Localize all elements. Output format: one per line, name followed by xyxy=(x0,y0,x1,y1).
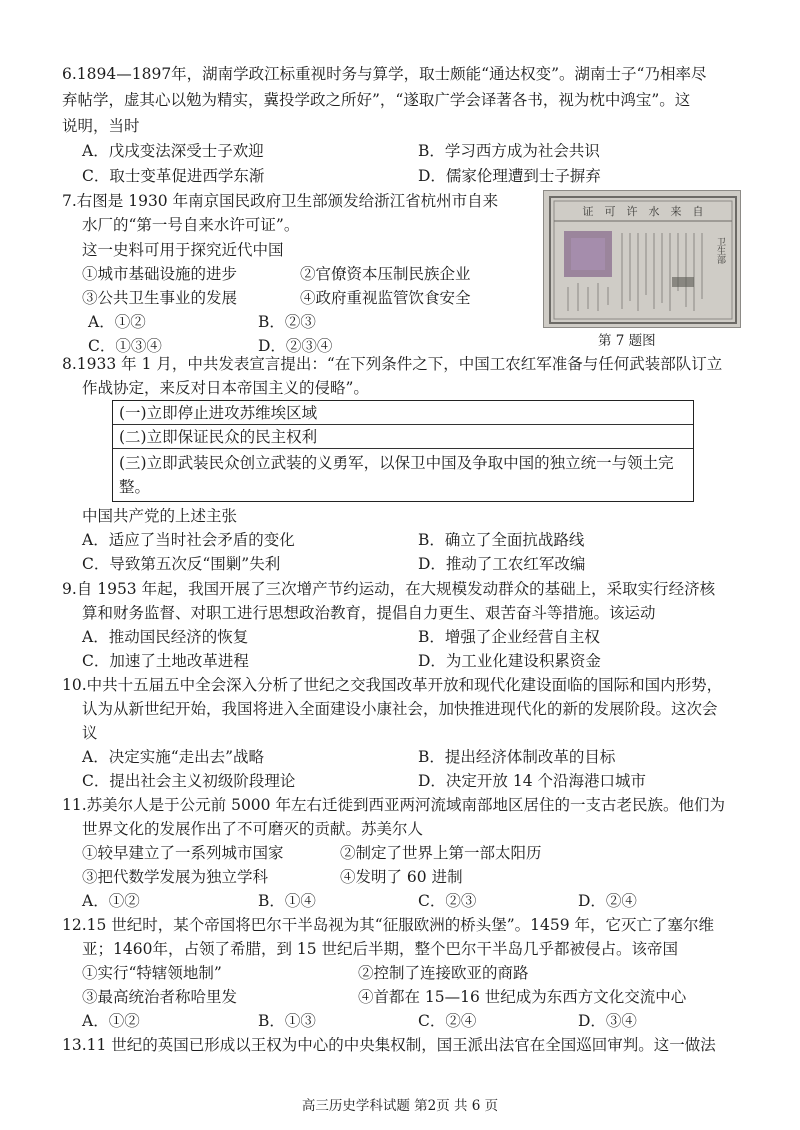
q11-item-1: ①较早建立了一系列城市国家 xyxy=(82,844,284,862)
q11-option-a: A．①② xyxy=(82,892,140,910)
q9-line-2: 算和财务监督、对职工进行思想政治教育，提倡自力更生、艰苦奋斗等措施。该运动 xyxy=(82,604,656,622)
q12-option-d: D．③④ xyxy=(578,1012,637,1030)
table-row: (一)立即停止进攻苏维埃区域 xyxy=(113,401,693,425)
q10-line-1: 10.中共十五届五中全会深入分析了世纪之交我国改革开放和现代化建设面临的国际和国内形势， xyxy=(62,676,723,694)
figure-caption: 第 7 题图 xyxy=(598,333,656,349)
q12-item-1: ①实行“特辖领地制” xyxy=(82,964,222,982)
water-license-image xyxy=(544,191,741,328)
q12-item-2: ②控制了连接欧亚的商路 xyxy=(358,964,529,982)
table-row: (三)立即武装民众创立武装的义勇军，以保卫中国及争取中国的独立统一与领土完整。 xyxy=(119,454,674,496)
q7-item-4: ④政府重视监管饮食安全 xyxy=(300,289,471,307)
q12-option-b: B．①③ xyxy=(258,1012,316,1030)
page-footer: 高三历史学科试题 第2页 共 6 页 xyxy=(301,1098,499,1114)
q8-option-b: B．确立了全面抗战路线 xyxy=(418,531,585,549)
q11-item-3: ③把代数学发展为独立学科 xyxy=(82,868,269,886)
q12-line-2: 亚；1460年，占领了希腊，到 15 世纪后半期，整个巴尔干半岛几乎都被侵占。该帝国 xyxy=(82,940,679,958)
q8-option-a: A．适应了当时社会矛盾的变化 xyxy=(82,531,295,549)
q6-option-b: B．学习西方成为社会共识 xyxy=(418,142,600,160)
q11-line-2: 世界文化的发展作出了不可磨灭的贡献。苏美尔人 xyxy=(82,820,424,838)
q6-line-1: 6.1894—1897年，湖南学政江标重视时务与算学，取士颇能“通达权变”。湖南士子“乃相率尽 xyxy=(62,65,707,83)
q11-item-2: ②制定了世界上第一部太阳历 xyxy=(340,844,542,862)
q7-item-3: ③公共卫生事业的发展 xyxy=(82,289,238,307)
q10-option-d: D．决定开放 14 个沿海港口城市 xyxy=(418,772,647,790)
q10-line-3: 议 xyxy=(82,724,98,742)
q13-line-1: 13.11 世纪的英国已形成以王权为中心的中央集权制，国王派出法官在全国巡回审判。这一做法 xyxy=(62,1036,716,1054)
q10-option-c: C．提出社会主义初级阶段理论 xyxy=(82,772,296,790)
q7-item-1: ①城市基础设施的进步 xyxy=(82,265,238,283)
q8-option-d: D．推动了工农红军改编 xyxy=(418,555,586,573)
q7-option-c: C．①③④ xyxy=(88,337,162,355)
q11-line-1: 11.苏美尔人是于公元前 5000 年左右迁徙到西亚两河流域南部地区居住的一支古老民族。他们为 xyxy=(62,796,725,814)
q11-option-c: C．②③ xyxy=(418,892,477,910)
q8-option-c: C．导致第五次反“围剿”失利 xyxy=(82,555,281,573)
q9-option-b: B．增强了企业经营自主权 xyxy=(418,628,600,646)
q7-item-2: ②官僚资本压制民族企业 xyxy=(300,265,471,283)
q7-option-d: D．②③④ xyxy=(258,337,333,355)
table-row: (二)立即保证民众的民主权利 xyxy=(113,425,693,449)
q12-option-a: A．①② xyxy=(82,1012,140,1030)
q7-line-1: 7.右图是 1930 年南京国民政府卫生部颁发给浙江省杭州市自来 xyxy=(62,192,499,210)
q12-item-4: ④首都在 15—16 世纪成为东西方文化交流中心 xyxy=(358,988,687,1006)
q9-option-a: A．推动国民经济的恢复 xyxy=(82,628,249,646)
q11-option-b: B．①④ xyxy=(258,892,316,910)
q7-option-b: B．②③ xyxy=(258,313,316,331)
q12-item-3: ③最高统治者称哈里发 xyxy=(82,988,238,1006)
q8-line-2: 作战协定，来反对日本帝国主义的侵略”。 xyxy=(82,379,369,397)
q6-option-c: C．取士变革促进西学东渐 xyxy=(82,167,265,185)
q12-option-c: C．②④ xyxy=(418,1012,477,1030)
q11-option-d: D．②④ xyxy=(578,892,637,910)
q7-option-a: A．①② xyxy=(88,313,146,331)
q10-option-a: A．决定实施“走出去”战略 xyxy=(82,748,265,766)
q6-line-3: 说明，当时 xyxy=(62,117,140,135)
q8-conditions-table xyxy=(112,400,694,502)
q6-option-a: A．戊戌变法深受士子欢迎 xyxy=(82,142,264,160)
q6-option-d: D．儒家伦理遭到士子摒弃 xyxy=(418,167,601,185)
q6-line-2: 弃帖学，虚其心以勉为精实，冀投学政之所好”，“遂取广学会译著各书，视为枕中鸿宝”。这 xyxy=(62,91,691,109)
q9-option-c: C．加速了土地改革进程 xyxy=(82,652,249,670)
q8-line-1: 8.1933 年 1 月，中共发表宣言提出：“在下列条件之下，中国工农红军准备与任何武装部队订立 xyxy=(62,355,723,373)
q8-after-text: 中国共产党的上述主张 xyxy=(82,507,238,525)
q10-line-2: 认为从新世纪开始，我国将进入全面建设小康社会，加快推进现代化的新的发展阶段。这次会 xyxy=(82,700,718,718)
q12-line-1: 12.15 世纪时，某个帝国将巴尔干半岛视为其“征服欧洲的桥头堡”。1459 年，它灭亡了塞尔维 xyxy=(62,916,715,934)
q9-option-d: D．为工业化建设积累资金 xyxy=(418,652,601,670)
q7-line-2: 水厂的“第一号自来水许可证”。 xyxy=(82,216,300,234)
q10-option-b: B．提出经济体制改革的目标 xyxy=(418,748,616,766)
figure-side-text: 卫生部 xyxy=(715,237,725,264)
q7-line-3: 这一史料可用于探究近代中国 xyxy=(82,241,284,259)
figure-header-text: 证 可 许 水 来 自 xyxy=(582,205,704,218)
water-license-photo xyxy=(543,190,741,328)
q11-item-4: ④发明了 60 进制 xyxy=(340,868,463,886)
q9-line-1: 9.自 1953 年起，我国开展了三次增产节约运动，在大规模发动群众的基础上，采取实行经济核 xyxy=(62,580,716,598)
